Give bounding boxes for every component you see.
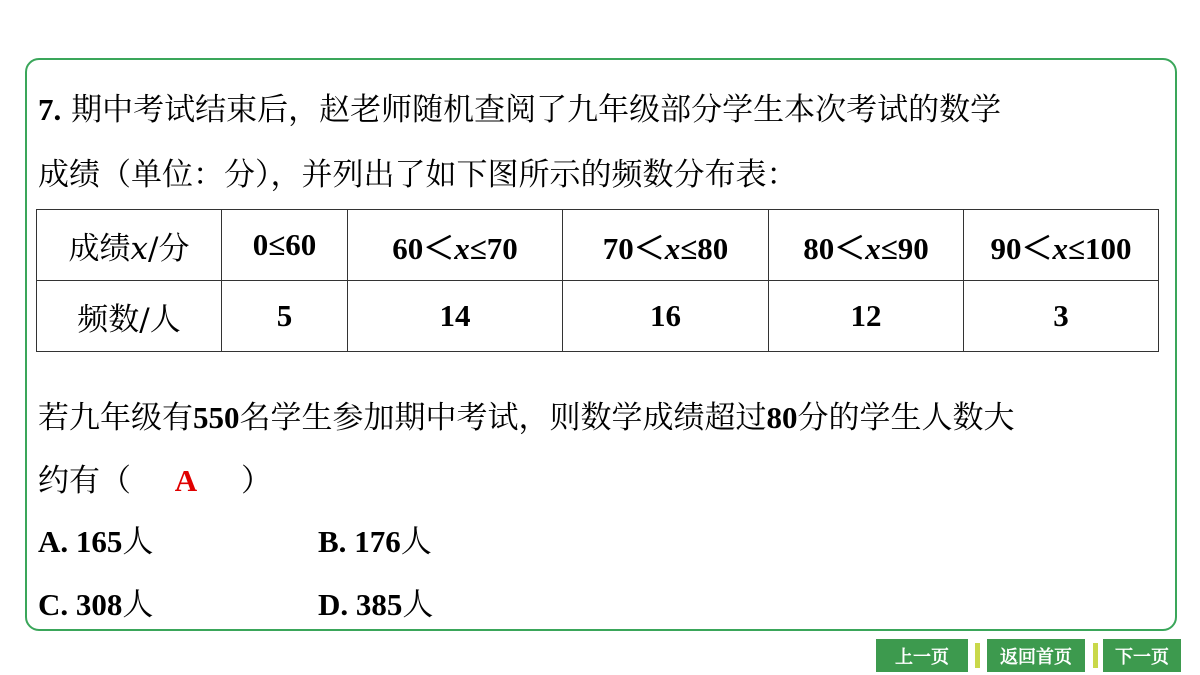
option-letter: C. (38, 587, 69, 622)
table-value-cell: 12 (769, 281, 964, 352)
prev-page-button[interactable]: 上一页 (876, 639, 968, 672)
home-button[interactable]: 返回首页 (987, 639, 1085, 672)
table-row-label-frequency: 频数/人 (37, 281, 222, 352)
table-header-cell: 60＜x≤70 (348, 210, 563, 281)
option-value: 165 (75, 524, 123, 559)
question-line-2 (38, 155, 798, 195)
table-row (37, 281, 1159, 352)
table-value-cell: 3 (964, 281, 1159, 352)
next-page-button[interactable]: 下一页 (1103, 639, 1181, 672)
stem-text: ） (241, 463, 272, 499)
table-row-label-score (37, 210, 222, 281)
option-letter: B. (318, 524, 347, 559)
option-letter: A. (38, 524, 69, 559)
question-line-1 (38, 90, 1001, 130)
option-letter: D. (318, 587, 349, 622)
score-label: 成绩x/分 (68, 230, 190, 267)
stem-text: 分的学生人数大 (797, 400, 1015, 436)
table-header-cell: 90＜x≤100 (964, 210, 1159, 281)
option-c (38, 585, 153, 625)
stem-line-2 (38, 461, 272, 501)
option-value: 176 (354, 524, 401, 559)
question-text-1: 期中考试结束后，赵老师随机查阅了九年级部分学生本次考试的数学 (71, 92, 1002, 128)
table-value-cell: 5 (222, 281, 348, 352)
table-header-cell: 80＜x≤90 (769, 210, 964, 281)
answer-mark: A (174, 463, 198, 498)
table-row (37, 210, 1159, 281)
option-value: 385 (355, 587, 403, 622)
option-unit: 人 (122, 587, 154, 623)
option-unit: 人 (400, 524, 432, 560)
table-header-cell: 70＜x≤80 (563, 210, 769, 281)
stem-line-1 (38, 398, 1015, 438)
option-unit: 人 (402, 587, 434, 623)
option-value: 308 (75, 587, 123, 622)
question-number: 7. (38, 92, 62, 127)
stem-text: 若九年级有 (38, 400, 193, 436)
option-b (318, 522, 432, 562)
table-header-cell: 0≤60 (222, 210, 348, 281)
nav-separator (1093, 643, 1098, 668)
nav-separator (975, 643, 980, 668)
stem-number: 550 (193, 400, 240, 435)
stem-number: 80 (766, 400, 798, 435)
stem-text: 约有（ (38, 463, 131, 499)
table-value-cell: 16 (563, 281, 769, 352)
question-text-2: 成绩（单位：分），并列出了如下图所示的频数分布表： (38, 157, 798, 193)
option-d (318, 585, 433, 625)
table-value-cell: 14 (348, 281, 563, 352)
frequency-table (36, 209, 1159, 352)
option-a (38, 522, 153, 562)
stem-text: 名学生参加期中考试，则数学成绩超过 (239, 400, 767, 436)
option-unit: 人 (122, 524, 154, 560)
